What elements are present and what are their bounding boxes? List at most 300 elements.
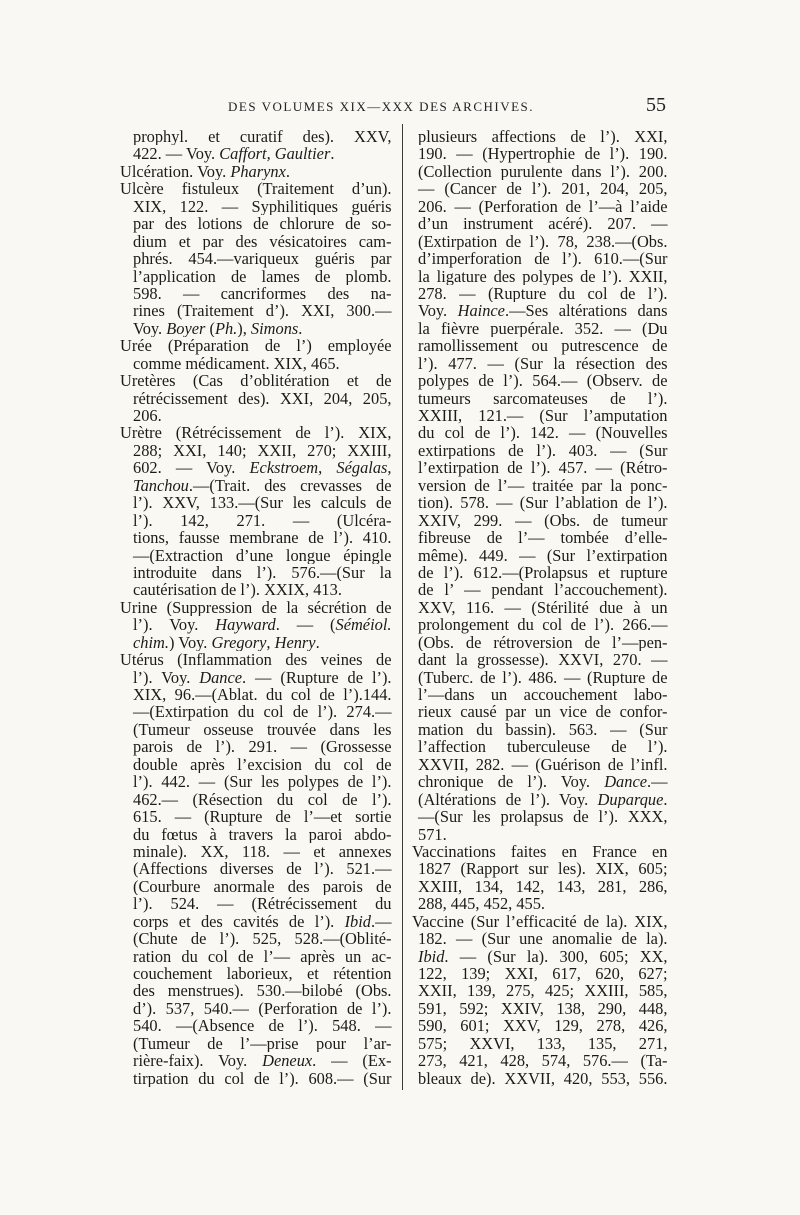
line-content bbox=[418, 1052, 668, 1069]
index-line bbox=[412, 616, 668, 633]
line-text: —(Extirpation du col de l’). 274.— bbox=[133, 703, 392, 721]
italic-text: Ph. bbox=[214, 319, 238, 338]
line-text: cautérisation de l’). XXIX, 413. bbox=[133, 581, 342, 599]
line-content bbox=[133, 808, 392, 825]
line-text: comme médicament. XIX, 465. bbox=[133, 354, 340, 373]
line-content bbox=[133, 616, 391, 633]
italic-text: Ibid bbox=[344, 912, 371, 931]
line-content bbox=[418, 547, 667, 564]
index-line bbox=[120, 477, 392, 494]
line-content bbox=[418, 948, 668, 965]
line-text: l’). XXV, 133.—(Sur les calculs de bbox=[133, 494, 392, 512]
index-line bbox=[120, 320, 392, 337]
index-line bbox=[412, 494, 668, 511]
index-line bbox=[412, 773, 668, 790]
line-text: (Obs. de rétroversion de l’—pen- bbox=[418, 633, 668, 652]
index-line bbox=[412, 634, 668, 651]
line-content bbox=[120, 163, 290, 180]
line-text: (Collection purulente dans l’). 200. bbox=[418, 162, 668, 181]
line-text: (Courbure anormale des parois de bbox=[133, 877, 392, 896]
line-content bbox=[120, 372, 392, 389]
index-entry-headword-line bbox=[412, 913, 668, 930]
line-text: . — (Sur la). 300, 605; XX, bbox=[444, 947, 668, 965]
line-content bbox=[418, 372, 668, 389]
index-line bbox=[412, 756, 668, 773]
line-text: tion). 578. — (Sur l’ablation de l’). bbox=[418, 494, 668, 512]
line-text: la ligature des polypes de l’). XXII, bbox=[418, 267, 668, 285]
line-text: polypes de l’). 564.— (Observ. de bbox=[418, 372, 668, 390]
line-content bbox=[133, 390, 392, 407]
line-text: (Tumeur osseuse trouvée dans les bbox=[133, 720, 392, 739]
line-text: l’extirpation de l’). 457. — (Rétro- bbox=[418, 459, 668, 477]
line-text: — (Cancer de l’). 201, 204, 205, bbox=[418, 180, 668, 198]
line-text: 288, 445, 452, 455. bbox=[418, 895, 546, 913]
line-content bbox=[133, 738, 392, 755]
index-line bbox=[412, 320, 668, 337]
line-content bbox=[133, 477, 392, 494]
line-text: . — ( bbox=[275, 616, 336, 634]
index-line bbox=[412, 895, 668, 912]
line-text: plusieurs affections de l’). XXI, bbox=[418, 128, 668, 146]
line-text: l’application de lames de plomb. bbox=[133, 267, 392, 285]
line-content bbox=[133, 1035, 392, 1052]
line-text: phrés. 454.—variqueux guéris par bbox=[133, 250, 392, 268]
line-content bbox=[133, 128, 392, 145]
index-line bbox=[120, 1017, 392, 1034]
line-text: Ulcération. Voy. bbox=[120, 162, 231, 181]
index-line bbox=[120, 686, 392, 703]
index-entry bbox=[120, 599, 392, 651]
italic-text: Dance bbox=[199, 668, 243, 686]
line-content bbox=[418, 564, 668, 581]
line-content bbox=[418, 738, 668, 755]
running-head: DES VOLUMES XIX—XXX DES ARCHIVES. bbox=[228, 99, 535, 114]
line-text: rieux causé par un vice de confor- bbox=[418, 703, 668, 721]
index-line bbox=[412, 145, 668, 162]
index-entry bbox=[412, 128, 668, 843]
index-line bbox=[412, 198, 668, 215]
line-text: ( bbox=[205, 319, 215, 338]
line-content bbox=[418, 407, 668, 424]
index-entry bbox=[120, 651, 392, 1087]
index-line bbox=[120, 494, 392, 511]
line-text: prophyl. et curatif des). XXV, bbox=[133, 128, 392, 146]
line-text: Vaccine (Sur l’efficacité de la). XIX, bbox=[412, 912, 668, 931]
line-text: même). 449. — (Sur l’extirpation bbox=[418, 546, 668, 564]
index-line bbox=[412, 268, 668, 285]
line-text: de l’ — pendant l’accouchement). bbox=[418, 581, 668, 599]
line-text: par des lotions de chlorure de so- bbox=[133, 215, 392, 233]
line-content bbox=[133, 669, 392, 686]
line-text: du col de l’). 142. — (Nouvelles bbox=[418, 424, 668, 442]
index-line bbox=[412, 1000, 668, 1017]
line-content bbox=[133, 1070, 391, 1087]
index-entry bbox=[120, 337, 392, 372]
line-text: dant la grossesse). XXVI, 270. — bbox=[418, 651, 668, 669]
column-rule bbox=[402, 124, 403, 1090]
index-line bbox=[120, 512, 392, 529]
line-text: Urée (Préparation de l’) employée bbox=[120, 337, 392, 355]
index-line bbox=[120, 285, 392, 302]
line-text: 182. — (Sur une anomalie de la). bbox=[418, 930, 668, 948]
line-text: de l’). 612.—(Prolapsus et rupture bbox=[418, 563, 668, 582]
index-line bbox=[120, 128, 392, 145]
index-line bbox=[120, 1035, 392, 1052]
index-line bbox=[120, 1070, 392, 1087]
index-line bbox=[120, 982, 392, 999]
line-text: .— bbox=[647, 773, 668, 791]
index-line bbox=[412, 390, 668, 407]
index-line bbox=[120, 669, 392, 686]
line-content bbox=[120, 180, 392, 197]
line-content bbox=[133, 826, 391, 843]
index-line bbox=[120, 215, 392, 232]
line-content bbox=[418, 878, 668, 895]
line-content bbox=[418, 651, 668, 668]
index-line bbox=[412, 1052, 668, 1069]
line-content bbox=[133, 721, 391, 738]
line-text: chronique de l’). Voy. bbox=[418, 773, 605, 791]
line-text: (Tumeur de l’—prise pour l’ar- bbox=[133, 1034, 392, 1053]
italic-text: Séméiol. bbox=[335, 616, 392, 634]
line-content bbox=[133, 233, 392, 250]
line-text: (Chute de l’). 525, 528.—(Oblité- bbox=[133, 930, 392, 948]
line-text: . bbox=[298, 319, 303, 338]
line-content bbox=[133, 703, 392, 720]
line-text: . bbox=[285, 162, 290, 181]
line-content bbox=[418, 634, 668, 651]
index-line bbox=[120, 913, 392, 930]
index-entry-headword-line bbox=[120, 424, 392, 441]
line-text: 206. bbox=[133, 407, 162, 425]
line-text: l’). 442. — (Sur les polypes de l’). bbox=[133, 773, 392, 791]
line-content bbox=[418, 424, 668, 441]
line-text: dium et par des vésicatoires cam- bbox=[133, 232, 392, 251]
index-line bbox=[412, 424, 668, 441]
index-line bbox=[412, 337, 668, 354]
line-content bbox=[418, 982, 668, 999]
line-content bbox=[412, 913, 668, 930]
line-content bbox=[120, 424, 392, 441]
index-entry bbox=[412, 843, 668, 913]
line-text: rines (Traitement d’). XXI, 300.— bbox=[133, 302, 392, 320]
line-text: (Affections diverses de l’). 521.— bbox=[133, 860, 392, 878]
line-content bbox=[133, 965, 392, 982]
italic-text: Duparque bbox=[597, 790, 664, 809]
index-line bbox=[120, 616, 392, 633]
index-line bbox=[412, 512, 668, 529]
line-text: extirpations de l’). 403. — (Sur bbox=[418, 441, 668, 460]
line-content bbox=[418, 337, 668, 354]
index-line bbox=[120, 581, 392, 598]
index-line bbox=[120, 529, 392, 546]
line-text: XXV, 116. — (Stérilité due à un bbox=[418, 598, 668, 617]
line-text: des menstrues). 530.—bilobé (Obs. bbox=[133, 982, 392, 1000]
line-content bbox=[418, 669, 667, 686]
index-line bbox=[412, 808, 668, 825]
line-text: tumeurs sarcomateuses de l’). bbox=[418, 389, 668, 407]
line-text: 122, 139; XXI, 617, 620, 627; bbox=[418, 965, 668, 983]
italic-text: Dance bbox=[604, 773, 647, 791]
line-content bbox=[133, 564, 392, 581]
index-line bbox=[120, 198, 392, 215]
line-content bbox=[133, 250, 392, 267]
line-content bbox=[133, 791, 392, 808]
line-text: Uretères (Cas d’oblitération et de bbox=[120, 372, 392, 390]
index-entry-headword-line bbox=[120, 163, 392, 180]
line-content bbox=[418, 721, 668, 738]
line-content bbox=[418, 965, 668, 982]
line-content bbox=[418, 250, 667, 267]
line-text: XXIV, 299. — (Obs. de tumeur bbox=[418, 511, 668, 530]
line-content bbox=[418, 756, 667, 773]
index-line bbox=[120, 390, 392, 407]
line-content bbox=[418, 494, 668, 511]
index-line bbox=[412, 1070, 668, 1087]
index-entry bbox=[120, 128, 392, 163]
line-text: l’). Voy. bbox=[133, 668, 200, 686]
italic-text: Gregory bbox=[211, 633, 267, 652]
line-content bbox=[418, 930, 668, 947]
index-line bbox=[412, 233, 668, 250]
line-text: l’). 142, 271. — (Ulcéra- bbox=[133, 511, 392, 530]
index-line bbox=[120, 634, 392, 651]
line-text: d’un instrument acéré). 207. — bbox=[418, 215, 668, 233]
line-content bbox=[133, 198, 392, 215]
index-line bbox=[412, 686, 668, 703]
index-entry-headword-line bbox=[120, 599, 392, 616]
line-text: 575; XXVI, 133, 135, 271, bbox=[418, 1034, 668, 1053]
index-line bbox=[412, 529, 668, 546]
line-text: 288; XXI, 140; XXII, 270; XXIII, bbox=[133, 441, 392, 460]
line-text: , bbox=[318, 459, 337, 477]
line-text: Utérus (Inflammation des veines de bbox=[120, 651, 392, 669]
line-content bbox=[133, 878, 392, 895]
line-content bbox=[418, 215, 668, 232]
line-text: introduite dans l’). 576.—(Sur la bbox=[133, 563, 392, 582]
index-line bbox=[412, 703, 668, 720]
italic-text: Simons bbox=[250, 319, 299, 338]
line-text: tions, fausse membrane de l’). 410. bbox=[133, 529, 392, 547]
line-text: l’—dans un accouchement labo- bbox=[418, 686, 668, 704]
line-content bbox=[133, 355, 340, 372]
line-content bbox=[133, 442, 391, 459]
line-content bbox=[418, 599, 668, 616]
line-content bbox=[418, 860, 668, 877]
line-content bbox=[418, 773, 668, 790]
italic-text: Tanchou bbox=[133, 476, 189, 495]
index-line bbox=[412, 860, 668, 877]
line-text: Voy. bbox=[133, 319, 167, 338]
line-text: 615. — (Rupture de l’—et sortie bbox=[133, 808, 392, 826]
line-text: corps et des cavités de l’). bbox=[133, 912, 345, 931]
index-line bbox=[120, 948, 392, 965]
line-text: XXIII, 134, 142, 143, 281, 286, bbox=[418, 877, 668, 896]
index-line bbox=[120, 145, 392, 162]
line-content bbox=[133, 686, 392, 703]
line-text: l’). Voy. bbox=[133, 616, 216, 634]
italic-text: Hayward bbox=[215, 616, 276, 634]
line-content bbox=[120, 651, 392, 668]
line-content bbox=[418, 529, 668, 546]
line-text: . — (Ex- bbox=[312, 1052, 392, 1070]
line-text: XXIII, 121.— (Sur l’amputation bbox=[418, 407, 668, 425]
line-text: 190. — (Hypertrophie de l’). 190. bbox=[418, 145, 668, 163]
index-line bbox=[412, 599, 668, 616]
line-content bbox=[133, 581, 342, 598]
index-entry-headword-line bbox=[120, 180, 392, 197]
index-line bbox=[412, 930, 668, 947]
line-text: 422. — Voy. bbox=[133, 145, 220, 163]
index-line bbox=[120, 860, 392, 877]
italic-text: Ségalas bbox=[336, 459, 388, 477]
index-line bbox=[412, 1017, 668, 1034]
index-line bbox=[120, 1052, 392, 1069]
line-text: l’affection tuberculeuse de l’). bbox=[418, 738, 668, 756]
line-text: XIX, 96.—(Ablat. du col de l’).144. bbox=[133, 686, 392, 704]
line-content bbox=[418, 1070, 667, 1087]
line-text: 571. bbox=[418, 825, 447, 843]
line-content bbox=[418, 268, 667, 285]
line-text: 462.— (Résection du col de l’). bbox=[133, 790, 392, 809]
index-line bbox=[412, 581, 668, 598]
line-content bbox=[133, 930, 391, 947]
index-line bbox=[120, 1000, 392, 1017]
line-text: la fièvre puerpérale. 352. — (Du bbox=[418, 319, 668, 338]
line-content bbox=[418, 320, 668, 337]
line-text: .— bbox=[370, 912, 392, 931]
index-entry bbox=[120, 163, 392, 180]
line-text: Urine (Suppression de la sécrétion de bbox=[120, 598, 392, 617]
index-line bbox=[120, 302, 392, 319]
index-line bbox=[412, 948, 668, 965]
line-text: 590, 601; XXV, 129, 278, 426, bbox=[418, 1017, 668, 1035]
line-content bbox=[418, 355, 667, 372]
line-content bbox=[133, 547, 392, 564]
index-line bbox=[412, 982, 668, 999]
index-line bbox=[120, 250, 392, 267]
line-text: du fœtus à travers la paroi abdo- bbox=[133, 825, 392, 843]
line-text: ) Voy. bbox=[168, 633, 212, 652]
line-text: 598. — cancriformes des na- bbox=[133, 284, 392, 303]
line-content bbox=[418, 198, 668, 215]
line-text: , bbox=[266, 633, 275, 652]
line-text: .—(Trait. des crevasses de bbox=[188, 476, 392, 495]
line-text: d’). 537, 540.— (Perforation de l’). bbox=[133, 999, 392, 1018]
line-content bbox=[418, 512, 667, 529]
line-content bbox=[418, 302, 668, 319]
line-content bbox=[418, 128, 667, 145]
line-text: (Tuberc. de l’). 486. — (Rupture de bbox=[418, 668, 668, 686]
line-text: . bbox=[663, 790, 668, 809]
index-line bbox=[412, 547, 668, 564]
line-text: l’). 524. — (Rétrécissement du bbox=[133, 895, 392, 913]
line-content bbox=[133, 285, 392, 302]
line-content bbox=[418, 581, 668, 598]
index-line bbox=[412, 564, 668, 581]
index-line bbox=[412, 651, 668, 668]
line-text: couchement laborieux, et rétention bbox=[133, 965, 392, 983]
index-line bbox=[120, 703, 392, 720]
line-content bbox=[418, 390, 668, 407]
line-content bbox=[133, 895, 392, 912]
line-text: . bbox=[315, 633, 320, 652]
italic-text: Pharynx bbox=[230, 162, 286, 181]
line-content bbox=[133, 512, 392, 529]
line-text: Urètre (Rétrécissement de l’). XIX, bbox=[120, 424, 392, 442]
line-text: Voy. bbox=[418, 302, 458, 320]
index-line bbox=[412, 669, 668, 686]
line-text: Vaccinations faites en France en bbox=[412, 842, 668, 861]
index-line bbox=[412, 459, 668, 476]
index-line bbox=[412, 180, 668, 197]
line-text: . — (Rupture de l’). bbox=[242, 668, 392, 686]
line-content bbox=[418, 895, 545, 912]
line-content bbox=[120, 599, 391, 616]
line-text: 278. — (Rupture du col de l’). bbox=[418, 284, 668, 303]
index-line bbox=[412, 355, 668, 372]
index-line bbox=[120, 791, 392, 808]
line-text: ), bbox=[237, 319, 251, 338]
line-content bbox=[133, 773, 391, 790]
left-column bbox=[120, 128, 392, 1087]
line-content bbox=[133, 529, 391, 546]
line-content bbox=[133, 982, 392, 999]
index-line bbox=[412, 372, 668, 389]
index-line bbox=[412, 250, 668, 267]
index-line bbox=[412, 721, 668, 738]
index-line bbox=[120, 564, 392, 581]
index-entry bbox=[120, 372, 392, 424]
index-line bbox=[120, 773, 392, 790]
index-line bbox=[412, 163, 668, 180]
line-text: XXII, 139, 275, 425; XXIII, 585, bbox=[418, 982, 668, 1000]
line-text: 540. —(Absence de l’). 548. — bbox=[133, 1017, 392, 1035]
italic-text: Henry bbox=[274, 633, 316, 652]
index-entry bbox=[412, 913, 668, 1087]
index-entry bbox=[120, 180, 392, 337]
line-text: bleaux de). XXVII, 420, 553, 556. bbox=[418, 1069, 668, 1088]
index-line bbox=[412, 128, 668, 145]
line-text: fibreuse de l’— tombée d’elle- bbox=[418, 529, 668, 547]
index-entry-headword-line bbox=[120, 372, 392, 389]
line-content bbox=[133, 494, 392, 511]
index-entry-headword-line bbox=[120, 651, 392, 668]
line-text: parois de l’). 291. — (Grossesse bbox=[133, 738, 392, 756]
line-content bbox=[133, 407, 162, 424]
line-content bbox=[133, 843, 392, 860]
index-entry-headword-line bbox=[120, 337, 392, 354]
index-line bbox=[120, 355, 392, 372]
line-text: .—Ses altérations dans bbox=[504, 302, 668, 320]
line-content bbox=[133, 913, 391, 930]
index-line bbox=[412, 738, 668, 755]
right-column bbox=[412, 128, 668, 1087]
line-content bbox=[418, 703, 667, 720]
index-line bbox=[120, 547, 392, 564]
italic-text: Caffort, Gaultier bbox=[219, 145, 331, 163]
italic-text: Boyer bbox=[166, 319, 206, 338]
line-content bbox=[133, 302, 391, 319]
index-line bbox=[120, 930, 392, 947]
italic-text: chim. bbox=[133, 633, 169, 652]
line-text: 591, 592; XXIV, 138, 290, 448, bbox=[418, 999, 668, 1018]
index-line bbox=[120, 843, 392, 860]
line-content bbox=[133, 1000, 392, 1017]
line-content bbox=[133, 268, 392, 285]
line-content bbox=[133, 634, 320, 651]
line-content bbox=[133, 215, 392, 232]
